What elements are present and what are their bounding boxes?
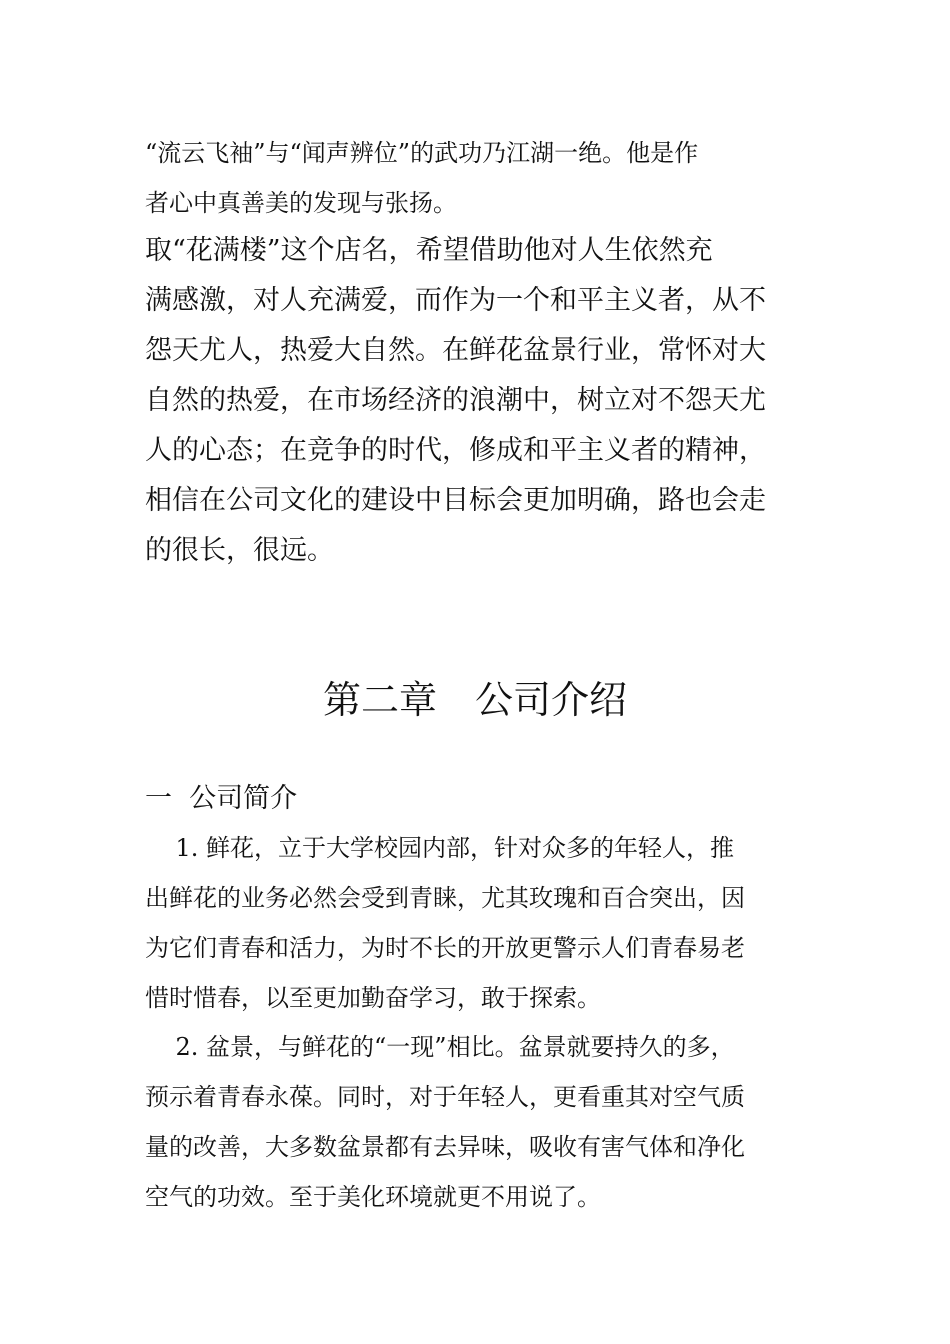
chapter-title: 第二章 公司介绍 <box>322 678 627 722</box>
paragraph-store-name-meaning <box>145 226 825 576</box>
paragraph-line: 1. 鲜花，立于大学校园内部，针对众多的年轻人，推 <box>145 834 735 862</box>
paragraph-line: 惜时惜春，以至更加勤奋学习，敢于探索。 <box>145 984 601 1012</box>
paragraph-line: 空气的功效。至于美化环境就更不用说了。 <box>145 1183 601 1211</box>
paragraph-line: 自然的热爱，在市场经济的浪潮中，树立对不怨天尤 <box>145 385 766 416</box>
paragraph-line: “流云飞袖”与“闻声辨位”的武功乃江湖一绝。他是作 <box>145 139 699 167</box>
paragraph-line: 预示着青春永葆。同时，对于年轻人，更看重其对空气质 <box>145 1083 745 1111</box>
list-item-bonsai <box>145 1022 825 1222</box>
paragraph-line: 量的改善，大多数盆景都有去异味，吸收有害气体和净化 <box>145 1133 745 1161</box>
paragraph-line: 为它们青春和活力，为时不长的开放更警示人们青春易老 <box>145 934 745 962</box>
list-item-flowers <box>145 823 825 1023</box>
paragraph-line: 取“花满楼”这个店名，希望借助他对人生依然充 <box>145 235 713 266</box>
paragraph-line: 者心中真善美的发现与张扬。 <box>145 189 457 217</box>
paragraph-line: 人的心态；在竞争的时代，修成和平主义者的精神， <box>145 435 766 466</box>
paragraph-line: 2. 盆景，与鲜花的“一现”相比。盆景就要持久的多， <box>145 1033 735 1061</box>
paragraph-line: 满感激，对人充满爱，而作为一个和平主义者，从不 <box>145 285 766 316</box>
paragraph-hua-man-lou-character <box>145 128 825 228</box>
paragraph-line: 相信在公司文化的建设中目标会更加明确，路也会走 <box>145 485 766 516</box>
paragraph-line: 怨天尤人，热爱大自然。在鲜花盆景行业，常怀对大 <box>145 335 766 366</box>
paragraph-line: 出鲜花的业务必然会受到青睐，尤其玫瑰和百合突出，因 <box>145 884 745 912</box>
paragraph-line: 的很长，很远。 <box>145 535 334 566</box>
section-title: 一 公司简介 <box>145 783 298 814</box>
